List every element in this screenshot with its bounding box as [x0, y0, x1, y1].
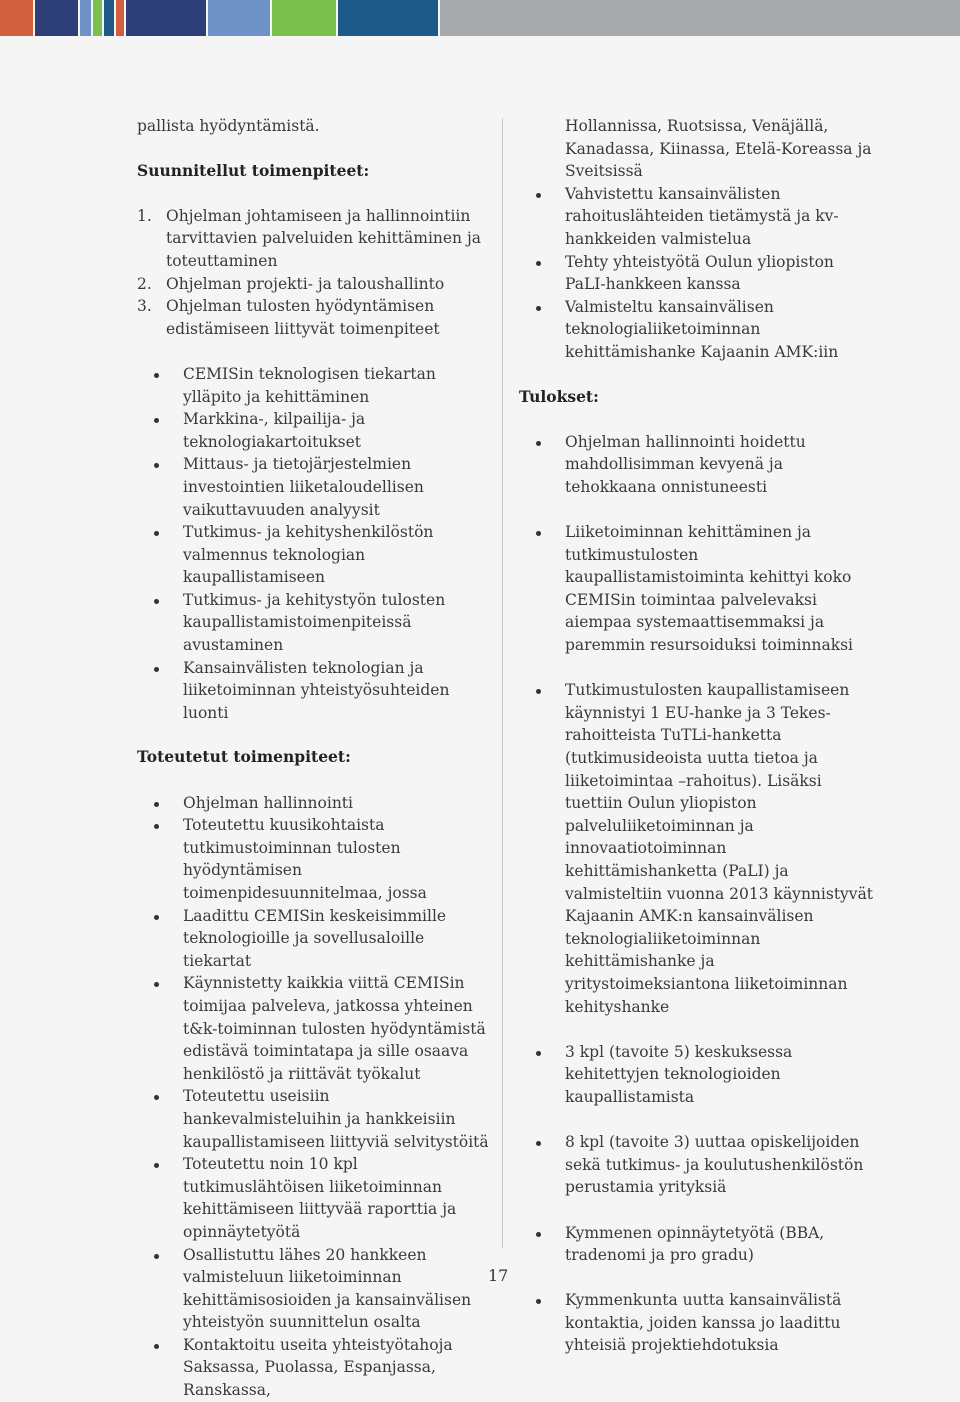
- list-item: Valmisteltu kansainvälisen teknologialiiketoiminnan kehittämishanke Kajaanin AMK:iin: [519, 296, 874, 364]
- right-column: [519, 115, 874, 1380]
- bar-segment-darkblue: [104, 0, 114, 36]
- bar-segment-blue-wide: [208, 0, 270, 36]
- list-item: Kansainvälisten teknologian ja liiketoiminnan yhteistyösuhteiden luonti: [137, 657, 492, 725]
- bar-segment-orange: [0, 0, 33, 36]
- planned-heading: Suunnitellut toimenpiteet:: [137, 160, 370, 180]
- top-color-bar: [0, 0, 960, 36]
- done-bullet-list: [137, 792, 492, 1402]
- numbered-item: 1. Ohjelman johtamiseen ja hallinnointiin tarvittavien palveluiden kehittäminen ja toteuttaminen: [137, 206, 482, 270]
- list-item: 8 kpl (tavoite 3) uuttaa opiskelijoiden sekä tutkimus- ja koulutushenkilöstön perustamia yrityksiä: [519, 1131, 874, 1199]
- list-item: Käynnistetty kaikkia viittä CEMISin toimijaa palveleva, jatkossa yhteinen t&k-toiminnan tulosten hyödyntämistä edistävä toimintatapa ja sille osaava henkilöstö ja riittävät työkalut: [137, 972, 492, 1085]
- list-item: Osallistuttu lähes 20 hankkeen valmisteluun liiketoiminnan kehittämisosioiden ja kansainvälisen yhteistyön suunnittelun osalta: [137, 1244, 492, 1334]
- list-item: Tutkimus- ja kehityshenkilöstön valmennus teknologian kaupallistamiseen: [137, 521, 492, 589]
- list-item: Tutkimustulosten kaupallistamiseen käynnistyi 1 EU-hanke ja 3 Tekes-rahoitteista TuTLi-hanketta (tutkimusideoista uutta tietoa ja liiketoimintaa –rahoitus). Lisäksi tuettiin Oulun yliopiston palveluliiketoiminnan ja innovaatiotoiminnan kehittämishanketta (PaLI) ja valmisteltiin vuonna 2013 käynnistyvät Kajaanin AMK:n kansainvälisen teknologialiiketoiminnan kehittämishanke ja yritystoimeksiantona liiketoiminnan kehityshanke: [519, 679, 874, 1018]
- bar-segment-darkblue-wide: [338, 0, 438, 36]
- list-item: Tutkimus- ja kehitystyön tulosten kaupallistamistoimenpiteissä avustaminen: [137, 589, 492, 657]
- planned-numbered-list: [137, 205, 492, 341]
- done-heading: Toteutetut toimenpiteet:: [137, 747, 351, 767]
- column-divider: [502, 118, 503, 1248]
- numbered-item: 3. Ohjelman tulosten hyödyntämisen edistämiseen liittyvät toimenpiteet: [137, 297, 440, 338]
- results-heading: Tulokset:: [519, 386, 599, 406]
- list-item: Toteutettu kuusikohtaista tutkimustoiminnan tulosten hyödyntämisen toimenpidesuunnitelmaa, jossa: [137, 814, 492, 904]
- bar-segment-navy-wide: [126, 0, 206, 36]
- bar-segment-green: [93, 0, 102, 36]
- list-item: Tehty yhteistyötä Oulun yliopiston PaLI-hankkeen kanssa: [519, 251, 874, 296]
- left-column: [137, 115, 492, 1402]
- list-item: Mittaus- ja tietojärjestelmien investointien liiketaloudellisen vaikuttavuuden analyysit: [137, 453, 492, 521]
- list-item: Toteutettu noin 10 kpl tutkimuslähtöisen liiketoiminnan kehittämiseen liittyvää raporttia ja opinnäytetyötä: [137, 1153, 492, 1243]
- list-item: Kymmenen opinnäytetyötä (BBA, tradenomi ja pro gradu): [519, 1222, 874, 1267]
- list-item: Kymmenkunta uutta kansainvälistä kontaktia, joiden kanssa jo laadittu yhteisiä projektiehdotuksia: [519, 1289, 874, 1357]
- intro-text: pallista hyödyntämistä.: [137, 117, 320, 135]
- list-item: Laadittu CEMISin keskeisimmille teknologioille ja sovellusaloille tiekartat: [137, 905, 492, 973]
- bar-segment-navy: [35, 0, 78, 36]
- list-item: Ohjelman hallinnointi hoidettu mahdollisimman kevyenä ja tehokkaana onnistuneesti: [519, 431, 874, 499]
- list-item: Liiketoiminnan kehittäminen ja tutkimustulosten kaupallistamistoiminta kehittyi koko CEMISin toimintaa palvelevaksi aiempaa systemaattisemmaksi ja paremmin resursoiduksi toiminnaksi: [519, 521, 874, 657]
- page-number: 17: [488, 1266, 509, 1285]
- numbered-item: 2. Ohjelman projekti- ja taloushallinto: [137, 274, 445, 293]
- list-item: CEMISin teknologisen tiekartan ylläpito ja kehittäminen: [137, 363, 492, 408]
- bar-segment-gray: [440, 0, 960, 36]
- results-bullet-list: [519, 431, 874, 1357]
- list-item: 3 kpl (tavoite 5) keskuksessa kehitettyjen teknologioiden kaupallistamista: [519, 1041, 874, 1109]
- bar-segment-blue: [80, 0, 91, 36]
- list-item: Vahvistettu kansainvälisten rahoituslähteiden tietämystä ja kv-hankkeiden valmistelua: [519, 183, 874, 251]
- list-item: Toteutettu useisiin hankevalmisteluihin ja hankkeisiin kaupallistamiseen liittyviä selvitystöitä: [137, 1085, 492, 1153]
- bar-segment-orange-small: [116, 0, 124, 36]
- bar-segment-green-wide: [272, 0, 336, 36]
- continued-list: [519, 115, 874, 364]
- list-item: Kontaktoitu useita yhteistyötahoja Saksassa, Puolassa, Espanjassa, Ranskassa,: [137, 1334, 492, 1402]
- planned-bullet-list: [137, 363, 492, 725]
- continued-text: Hollannissa, Ruotsissa, Venäjällä, Kanadassa, Kiinassa, Etelä-Koreassa ja Sveitsissä: [565, 117, 872, 181]
- list-item: Ohjelman hallinnointi: [137, 792, 492, 815]
- list-item: Markkina-, kilpailija- ja teknologiakartoitukset: [137, 408, 492, 453]
